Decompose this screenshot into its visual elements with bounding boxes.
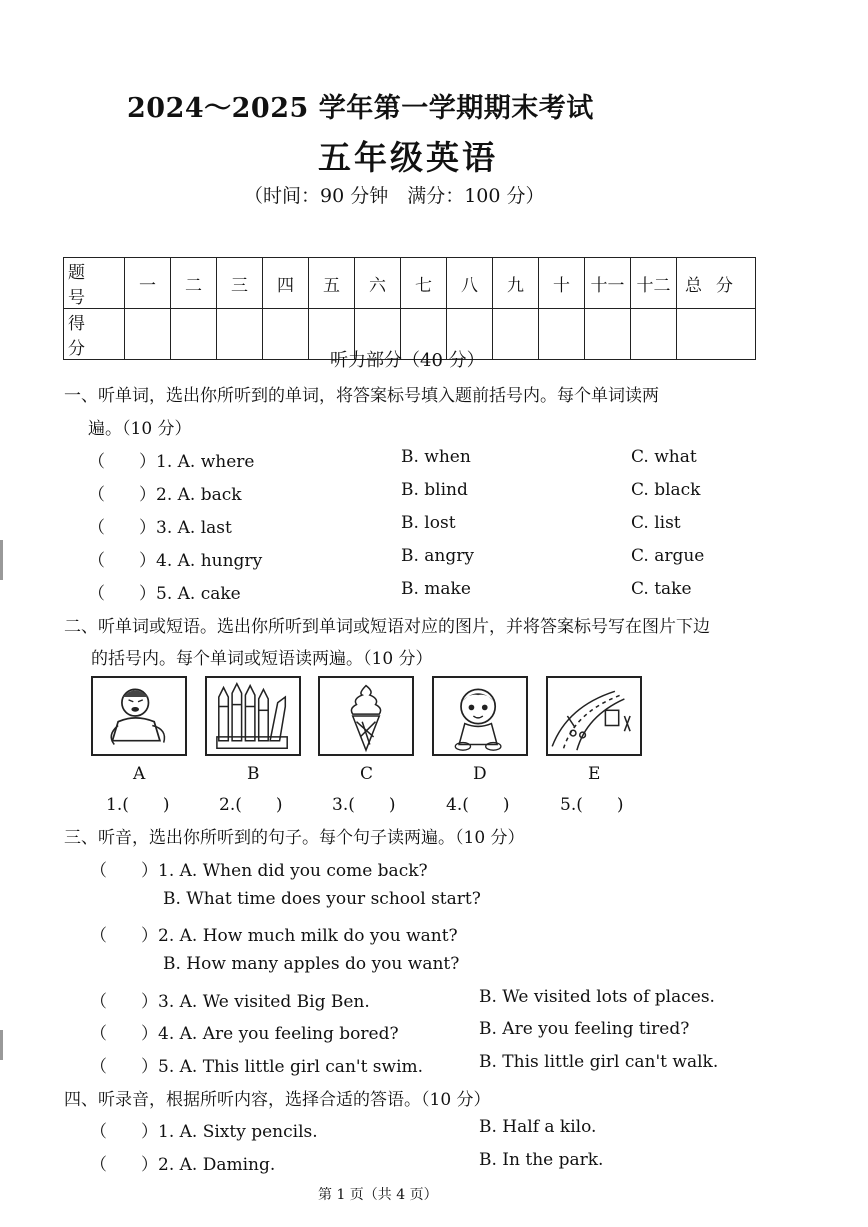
score-col-header: 三 [217,258,263,309]
score-cell[interactable] [263,309,309,360]
exam-subtitle: （时间：90 分钟 满分：100 分） [244,185,545,207]
picture-c [318,676,414,756]
score-total-cell[interactable] [677,309,756,360]
answer-blank-2[interactable]: 2.( ) [219,795,283,815]
score-table [63,257,756,360]
q2-option-a: （ ）2. A. back [88,485,242,505]
picture-label-e: E [588,764,601,784]
subject-title: 五年级英语 [318,138,498,177]
picture-b [205,676,301,756]
score-col-header: 七 [401,258,447,309]
s3-q3-option-b: B. We visited lots of places. [479,987,715,1007]
score-col-header: 九 [493,258,539,309]
score-total-header: 总分 [677,258,756,309]
picture-label-b: B [247,764,260,784]
score-col-header: 一 [125,258,171,309]
score-col-header: 十二 [631,258,677,309]
s4-q2-option-b: B. In the park. [479,1150,604,1170]
picture-a [91,676,187,756]
exam-title: 2024～2025 学年第一学期期末考试 [127,93,594,124]
listening-heading: 听力部分（40 分） [330,350,485,371]
picture-d [432,676,528,756]
score-col-header: 八 [447,258,493,309]
s4-q1-option-b: B. Half a kilo. [479,1117,597,1137]
score-col-header: 十 [539,258,585,309]
s3-q3-option-a: （ ）3. A. We visited Big Ben. [90,992,370,1012]
score-cell[interactable] [171,309,217,360]
ice-cream-icon [320,678,412,754]
baby-icon [434,678,526,754]
answer-blank-5[interactable]: 5.( ) [560,795,624,815]
angry-boy-icon [93,678,185,754]
s3-q1-option-a: （ ）1. A. When did you come back? [90,861,428,881]
crayons-icon [207,678,299,754]
q5-option-b: B. make [401,579,471,599]
s3-q4-option-b: B. Are you feeling tired? [479,1019,690,1039]
s3-q5-option-b: B. This little girl can't walk. [479,1052,719,1072]
section3-title: 三、听音，选出你所听到的句子。每个句子读两遍。（10 分） [64,828,525,848]
s4-q1-option-a: （ ）1. A. Sixty pencils. [90,1122,318,1142]
road-icon [548,678,640,754]
q1-option-c: C. what [631,447,697,467]
score-cell[interactable] [539,309,585,360]
picture-label-a: A [133,764,146,784]
section1-title-cont: 遍。（10 分） [88,419,192,439]
q2-option-c: C. black [631,480,701,500]
score-cell[interactable] [493,309,539,360]
section4-title: 四、听录音，根据所听内容，选择合适的答语。（10 分） [64,1090,491,1110]
score-col-header: 四 [263,258,309,309]
score-cell[interactable] [217,309,263,360]
q3-option-a: （ ）3. A. last [88,518,232,538]
score-cell[interactable] [125,309,171,360]
score-cell[interactable] [585,309,631,360]
q4-option-c: C. argue [631,546,705,566]
score-col-header: 五 [309,258,355,309]
q3-option-c: C. list [631,513,681,533]
q1-option-a: （ ）1. A. where [88,452,255,472]
binding-edge-mark [0,540,3,580]
q4-option-b: B. angry [401,546,474,566]
s3-q2-option-a: （ ）2. A. How much milk do you want? [90,926,458,946]
score-row-label: 题号 [64,258,125,309]
s3-q2-option-b: B. How many apples do you want? [163,954,460,974]
answer-blank-3[interactable]: 3.( ) [332,795,396,815]
binding-edge-mark [0,1030,3,1060]
picture-e [546,676,642,756]
q1-option-b: B. when [401,447,471,467]
q2-option-b: B. blind [401,480,468,500]
score-col-header: 二 [171,258,217,309]
picture-label-c: C [360,764,374,784]
score-row-label: 得分 [64,309,125,360]
page-number: 第 1 页（共 4 页） [318,1187,438,1203]
s3-q1-option-b: B. What time does your school start? [163,889,481,909]
answer-blank-1[interactable]: 1.( ) [106,795,170,815]
q3-option-b: B. lost [401,513,456,533]
q5-option-a: （ ）5. A. cake [88,584,241,604]
score-col-header: 六 [355,258,401,309]
section2-title: 二、听单词或短语。选出你所听到单词或短语对应的图片，并将答案标号写在图片下边 [64,617,710,637]
score-table-header-row [64,258,756,309]
score-col-header: 十一 [585,258,631,309]
s3-q5-option-a: （ ）5. A. This little girl can't swim. [90,1057,424,1077]
section1-title: 一、听单词，选出你所听到的单词，将答案标号填入题前括号内。每个单词读两 [64,386,659,406]
picture-label-d: D [473,764,487,784]
q5-option-c: C. take [631,579,692,599]
section2-title-cont: 的括号内。每个单词或短语读两遍。（10 分） [91,649,433,669]
score-cell[interactable] [631,309,677,360]
s4-q2-option-a: （ ）2. A. Daming. [90,1155,276,1175]
q4-option-a: （ ）4. A. hungry [88,551,263,571]
s3-q4-option-a: （ ）4. A. Are you feeling bored? [90,1024,399,1044]
answer-blank-4[interactable]: 4.( ) [446,795,510,815]
